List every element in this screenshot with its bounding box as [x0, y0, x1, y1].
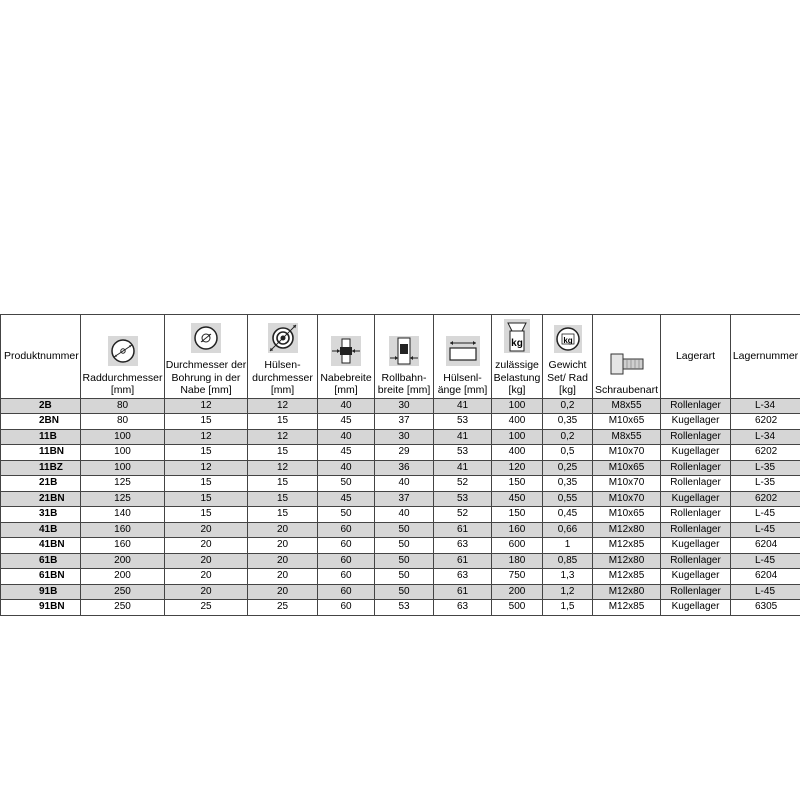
cell-nabebreite: 60: [318, 600, 375, 616]
cell-rollbahnbreite: 50: [375, 584, 434, 600]
cell-lagerart: Rollenlager: [661, 553, 731, 569]
cell-schraubenart: M10x70: [593, 491, 661, 507]
cell-produktnummer: 41BN: [1, 538, 81, 554]
cell-lagernummer: L-45: [731, 584, 800, 600]
cell-nabebreite: 60: [318, 538, 375, 554]
cell-lagerart: Kugellager: [661, 414, 731, 430]
cell-huelsendurchmesser: 20: [248, 584, 318, 600]
cell-nabebreite: 40: [318, 460, 375, 476]
cell-produktnummer: 91BN: [1, 600, 81, 616]
cell-lagernummer: L-45: [731, 507, 800, 523]
header-belastung: [492, 315, 543, 399]
cell-rollbahnbreite: 40: [375, 507, 434, 523]
wheel-diameter-icon: [108, 336, 138, 366]
cell-nabebreite: 60: [318, 522, 375, 538]
cell-gewicht: 0,35: [543, 414, 593, 430]
cell-schraubenart: M12x85: [593, 569, 661, 585]
header-schraubenart-label: Schraubenart: [594, 384, 659, 396]
cell-raddurchmesser: 100: [81, 460, 165, 476]
cell-rollbahnbreite: 37: [375, 491, 434, 507]
cell-lagerart: Kugellager: [661, 538, 731, 554]
table-row: [1, 569, 800, 585]
table-body: [1, 398, 800, 615]
table-row: [1, 476, 800, 492]
cell-lagernummer: L-34: [731, 429, 800, 445]
cell-produktnummer: 91B: [1, 584, 81, 600]
cell-produktnummer: 61B: [1, 553, 81, 569]
cell-bohrung: 12: [165, 398, 248, 414]
cell-produktnummer: 11BN: [1, 445, 81, 461]
cell-huelsenlaenge: 53: [434, 445, 492, 461]
header-raddurchmesser-label: Raddurchmesser [mm]: [82, 371, 163, 396]
cell-lagernummer: 6202: [731, 491, 800, 507]
cell-raddurchmesser: 250: [81, 600, 165, 616]
cell-nabebreite: 40: [318, 429, 375, 445]
cell-rollbahnbreite: 50: [375, 538, 434, 554]
cell-huelsendurchmesser: 20: [248, 569, 318, 585]
cell-lagerart: Rollenlager: [661, 584, 731, 600]
header-gewicht: [543, 315, 593, 399]
cell-belastung: 600: [492, 538, 543, 554]
table-row: [1, 600, 800, 616]
cell-nabebreite: 50: [318, 476, 375, 492]
kg-text: kg: [562, 336, 573, 345]
cell-raddurchmesser: 100: [81, 445, 165, 461]
cell-lagerart: Rollenlager: [661, 398, 731, 414]
cell-raddurchmesser: 160: [81, 522, 165, 538]
cell-schraubenart: M10x65: [593, 507, 661, 523]
cell-lagerart: Rollenlager: [661, 460, 731, 476]
cell-lagernummer: 6202: [731, 445, 800, 461]
cell-raddurchmesser: 80: [81, 398, 165, 414]
cell-huelsenlaenge: 52: [434, 476, 492, 492]
cell-produktnummer: 2BN: [1, 414, 81, 430]
wheel-weight-icon: [554, 325, 582, 353]
product-spec-table: [0, 314, 800, 616]
tread-width-icon: [389, 336, 419, 366]
cell-lagernummer: L-45: [731, 522, 800, 538]
cell-lagerart: Kugellager: [661, 569, 731, 585]
cell-lagerart: Kugellager: [661, 491, 731, 507]
cell-lagernummer: 6204: [731, 569, 800, 585]
cell-schraubenart: M8x55: [593, 429, 661, 445]
cell-gewicht: 0,85: [543, 553, 593, 569]
header-huelsenlaenge: [434, 315, 492, 399]
cell-schraubenart: M12x80: [593, 522, 661, 538]
cell-gewicht: 1,2: [543, 584, 593, 600]
cell-belastung: 400: [492, 414, 543, 430]
cell-produktnummer: 61BN: [1, 569, 81, 585]
cell-lagernummer: 6204: [731, 538, 800, 554]
cell-rollbahnbreite: 30: [375, 398, 434, 414]
cell-schraubenart: M12x80: [593, 584, 661, 600]
header-lagerart: Lagerart: [661, 315, 731, 399]
header-produktnummer: Produktnummer: [1, 315, 81, 399]
cell-produktnummer: 41B: [1, 522, 81, 538]
cell-produktnummer: 2B: [1, 398, 81, 414]
cell-gewicht: 0,55: [543, 491, 593, 507]
cell-huelsenlaenge: 53: [434, 414, 492, 430]
cell-bohrung: 25: [165, 600, 248, 616]
cell-gewicht: 0,66: [543, 522, 593, 538]
cell-huelsendurchmesser: 15: [248, 445, 318, 461]
cell-nabebreite: 40: [318, 398, 375, 414]
cell-rollbahnbreite: 30: [375, 429, 434, 445]
cell-huelsenlaenge: 63: [434, 538, 492, 554]
cell-huelsendurchmesser: 15: [248, 491, 318, 507]
header-schraubenart: [593, 315, 661, 399]
cell-nabebreite: 60: [318, 584, 375, 600]
cell-huelsenlaenge: 61: [434, 522, 492, 538]
cell-huelsendurchmesser: 20: [248, 553, 318, 569]
header-belastung-label: zulässige Belastung [kg]: [493, 359, 541, 396]
cell-huelsendurchmesser: 12: [248, 460, 318, 476]
cell-belastung: 200: [492, 584, 543, 600]
cell-schraubenart: M10x70: [593, 476, 661, 492]
table-row: [1, 553, 800, 569]
cell-gewicht: 0,2: [543, 398, 593, 414]
cell-rollbahnbreite: 50: [375, 553, 434, 569]
cell-huelsendurchmesser: 15: [248, 476, 318, 492]
cell-gewicht: 0,25: [543, 460, 593, 476]
cell-bohrung: 20: [165, 538, 248, 554]
table-row: [1, 445, 800, 461]
table-row: [1, 491, 800, 507]
cell-gewicht: 0,35: [543, 476, 593, 492]
cell-huelsendurchmesser: 15: [248, 507, 318, 523]
cell-bohrung: 15: [165, 414, 248, 430]
header-huelsenlaenge-label: Hülsenl- änge [mm]: [437, 371, 488, 396]
cell-belastung: 100: [492, 398, 543, 414]
cell-nabebreite: 45: [318, 445, 375, 461]
cell-bohrung: 20: [165, 569, 248, 585]
header-huelsendurchmesser-label: Hülsen- durchmesser [mm]: [252, 359, 313, 396]
cell-produktnummer: 11B: [1, 429, 81, 445]
sleeve-diameter-icon: [268, 323, 298, 353]
table-row: [1, 507, 800, 523]
cell-bohrung: 20: [165, 584, 248, 600]
cell-raddurchmesser: 100: [81, 429, 165, 445]
cell-bohrung: 15: [165, 491, 248, 507]
hub-width-icon: [331, 336, 361, 366]
table-row: [1, 398, 800, 414]
cell-lagernummer: 6202: [731, 414, 800, 430]
header-rollbahnbreite: [375, 315, 434, 399]
header-huelsendurchmesser: [248, 315, 318, 399]
cell-bohrung: 12: [165, 460, 248, 476]
cell-rollbahnbreite: 36: [375, 460, 434, 476]
cell-lagerart: Kugellager: [661, 600, 731, 616]
cell-schraubenart: M10x70: [593, 445, 661, 461]
cell-raddurchmesser: 250: [81, 584, 165, 600]
cell-schraubenart: M10x65: [593, 414, 661, 430]
cell-raddurchmesser: 125: [81, 491, 165, 507]
cell-gewicht: 0,5: [543, 445, 593, 461]
cell-raddurchmesser: 160: [81, 538, 165, 554]
cell-gewicht: 1,3: [543, 569, 593, 585]
cell-produktnummer: 31B: [1, 507, 81, 523]
header-lagernummer: Lagernummer: [731, 315, 800, 399]
cell-raddurchmesser: 140: [81, 507, 165, 523]
table-row: [1, 429, 800, 445]
cell-schraubenart: M12x85: [593, 600, 661, 616]
cell-belastung: 750: [492, 569, 543, 585]
cell-gewicht: 1,5: [543, 600, 593, 616]
cell-huelsenlaenge: 63: [434, 600, 492, 616]
cell-bohrung: 20: [165, 522, 248, 538]
cell-huelsendurchmesser: 12: [248, 429, 318, 445]
kg-text: kg: [511, 338, 523, 349]
cell-schraubenart: M8x55: [593, 398, 661, 414]
cell-bohrung: 15: [165, 445, 248, 461]
cell-belastung: 120: [492, 460, 543, 476]
cell-belastung: 180: [492, 553, 543, 569]
sleeve-length-icon: [446, 336, 480, 366]
cell-raddurchmesser: 200: [81, 569, 165, 585]
cell-huelsendurchmesser: 15: [248, 414, 318, 430]
cell-rollbahnbreite: 50: [375, 569, 434, 585]
bolt-icon: [609, 350, 645, 378]
header-bohrung-label: Durchmesser der Bohrung in der Nabe [mm]: [165, 359, 247, 396]
cell-lagernummer: L-34: [731, 398, 800, 414]
header-row: [1, 315, 800, 399]
cell-lagerart: Rollenlager: [661, 507, 731, 523]
header-bohrung: [165, 315, 248, 399]
table-row: [1, 414, 800, 430]
bore-diameter-icon: [191, 323, 221, 353]
cell-gewicht: 0,2: [543, 429, 593, 445]
header-nabebreite: [318, 315, 375, 399]
cell-huelsenlaenge: 41: [434, 460, 492, 476]
cell-produktnummer: 11BZ: [1, 460, 81, 476]
load-weight-icon: [504, 319, 530, 353]
header-nabebreite-label: Nabebreite [mm]: [320, 371, 372, 396]
cell-lagernummer: 6305: [731, 600, 800, 616]
cell-huelsenlaenge: 53: [434, 491, 492, 507]
header-gewicht-label: Gewicht Set/ Rad [kg]: [547, 359, 588, 396]
cell-lagernummer: L-35: [731, 460, 800, 476]
cell-bohrung: 15: [165, 507, 248, 523]
cell-belastung: 450: [492, 491, 543, 507]
cell-raddurchmesser: 200: [81, 553, 165, 569]
cell-gewicht: 1: [543, 538, 593, 554]
cell-bohrung: 15: [165, 476, 248, 492]
cell-gewicht: 0,45: [543, 507, 593, 523]
cell-raddurchmesser: 125: [81, 476, 165, 492]
cell-nabebreite: 45: [318, 414, 375, 430]
cell-schraubenart: M12x80: [593, 553, 661, 569]
cell-huelsenlaenge: 63: [434, 569, 492, 585]
cell-huelsenlaenge: 61: [434, 584, 492, 600]
cell-bohrung: 12: [165, 429, 248, 445]
cell-belastung: 160: [492, 522, 543, 538]
cell-lagerart: Kugellager: [661, 445, 731, 461]
cell-produktnummer: 21B: [1, 476, 81, 492]
cell-belastung: 500: [492, 600, 543, 616]
cell-huelsenlaenge: 41: [434, 429, 492, 445]
cell-huelsenlaenge: 61: [434, 553, 492, 569]
cell-lagernummer: L-45: [731, 553, 800, 569]
cell-bohrung: 20: [165, 553, 248, 569]
cell-huelsenlaenge: 52: [434, 507, 492, 523]
table-row: [1, 460, 800, 476]
cell-schraubenart: M10x65: [593, 460, 661, 476]
cell-nabebreite: 50: [318, 507, 375, 523]
cell-nabebreite: 45: [318, 491, 375, 507]
cell-rollbahnbreite: 37: [375, 414, 434, 430]
header-raddurchmesser: [81, 315, 165, 399]
cell-produktnummer: 21BN: [1, 491, 81, 507]
cell-belastung: 100: [492, 429, 543, 445]
cell-nabebreite: 60: [318, 569, 375, 585]
cell-rollbahnbreite: 53: [375, 600, 434, 616]
cell-lagerart: Rollenlager: [661, 522, 731, 538]
header-rollbahnbreite-label: Rollbahn- breite [mm]: [377, 371, 431, 396]
cell-lagernummer: L-35: [731, 476, 800, 492]
cell-huelsendurchmesser: 20: [248, 538, 318, 554]
cell-belastung: 150: [492, 507, 543, 523]
cell-huelsenlaenge: 41: [434, 398, 492, 414]
cell-huelsendurchmesser: 25: [248, 600, 318, 616]
cell-huelsendurchmesser: 20: [248, 522, 318, 538]
cell-rollbahnbreite: 50: [375, 522, 434, 538]
cell-rollbahnbreite: 29: [375, 445, 434, 461]
cell-lagerart: Rollenlager: [661, 429, 731, 445]
cell-schraubenart: M12x85: [593, 538, 661, 554]
cell-huelsendurchmesser: 12: [248, 398, 318, 414]
cell-nabebreite: 60: [318, 553, 375, 569]
cell-lagerart: Rollenlager: [661, 476, 731, 492]
cell-belastung: 150: [492, 476, 543, 492]
cell-rollbahnbreite: 40: [375, 476, 434, 492]
table-row: [1, 522, 800, 538]
cell-belastung: 400: [492, 445, 543, 461]
cell-raddurchmesser: 80: [81, 414, 165, 430]
table-row: [1, 584, 800, 600]
table-row: [1, 538, 800, 554]
